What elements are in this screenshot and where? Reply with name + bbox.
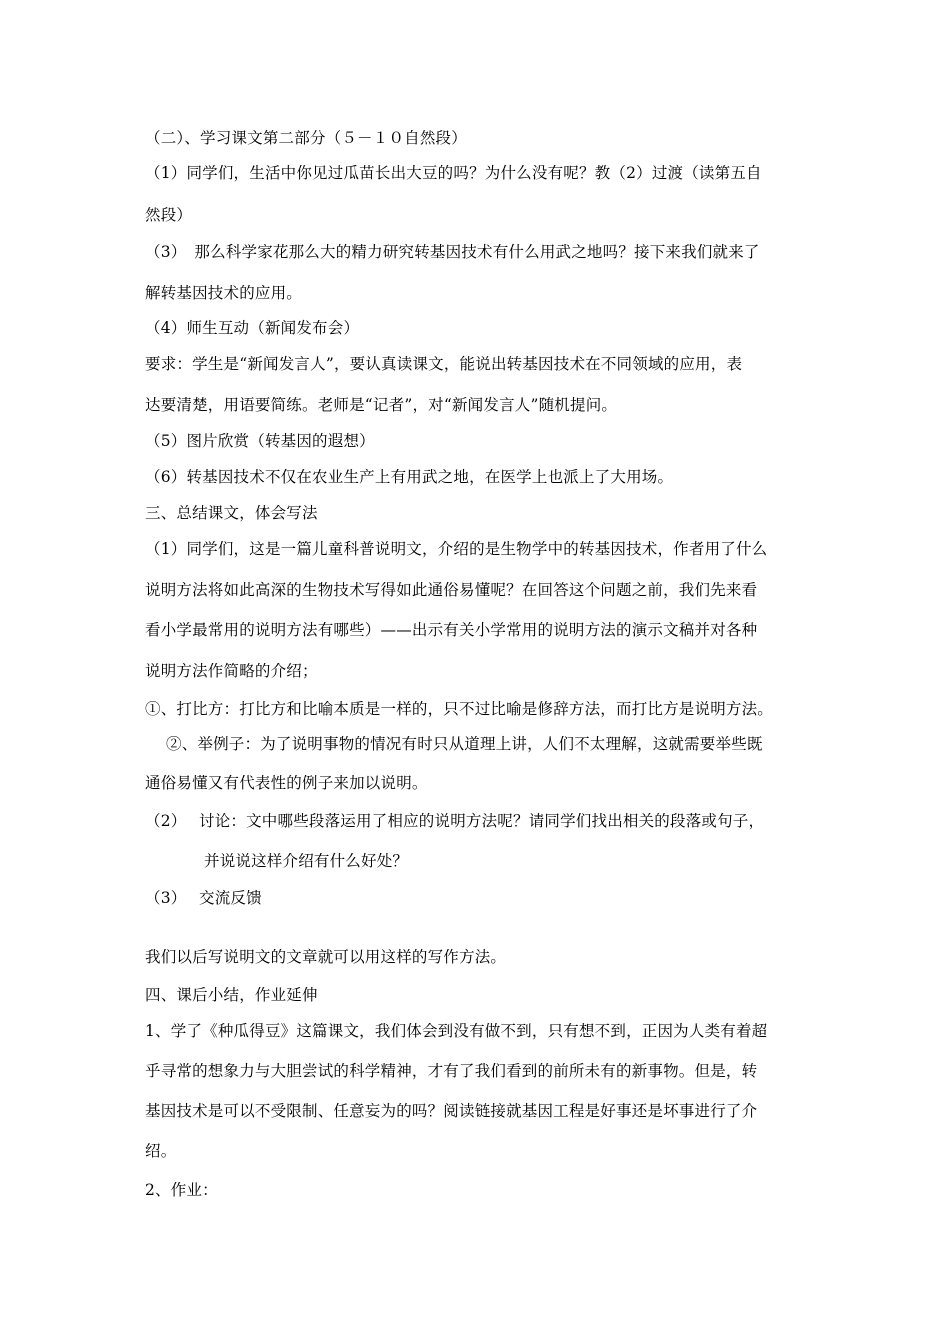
section-heading: 四、课后小结，作业延伸 [145, 986, 318, 1004]
paragraph-line: （6）转基因技术不仅在农业生产上有用武之地，在医学上也派上了大用场。 [145, 468, 674, 486]
paragraph-line: 2、作业： [145, 1181, 218, 1199]
list-number: （2） [145, 812, 187, 830]
paragraph-line: 解转基因技术的应用。 [145, 284, 303, 302]
paragraph-line: 通俗易懂又有代表性的例子来加以说明。 [145, 774, 428, 792]
list-item-text: 讨论：文中哪些段落运用了相应的说明方法呢？请同学们找出相关的段落或句子， [199, 812, 765, 830]
paragraph-line: 要求：学生是“新闻发言人”，要认真读课文，能说出转基因技术在不同领域的应用，表 [145, 355, 743, 373]
list-item-text: 交流反馈 [199, 889, 262, 907]
paragraph-line: 绍。 [145, 1142, 177, 1160]
paragraph-line: 1、学了《种瓜得豆》这篇课文，我们体会到没有做不到，只有想不到，正因为人类有着超 [145, 1022, 768, 1040]
list-item [145, 811, 764, 831]
paragraph-line: （1）同学们，这是一篇儿童科普说明文，介绍的是生物学中的转基因技术，作者用了什么 [145, 540, 768, 558]
paragraph-line: 说明方法将如此高深的生物技术写得如此通俗易懂呢？在回答这个问题之前，我们先来看 [145, 581, 758, 599]
paragraph-line: 基因技术是可以不受限制、任意妄为的吗？阅读链接就基因工程是好事还是坏事进行了介 [145, 1102, 758, 1120]
paragraph-line: （1）同学们，生活中你见过瓜苗长出大豆的吗？为什么没有呢？教（2）过渡（读第五自 [145, 164, 762, 182]
paragraph-line: （3） 那么科学家花那么大的精力研究转基因技术有什么用武之地吗？接下来我们就来了 [145, 243, 760, 261]
paragraph-line: ①、打比方：打比方和比喻本质是一样的，只不过比喻是修辞方法，而打比方是说明方法。 [145, 700, 774, 718]
list-number: （3） [145, 889, 187, 907]
paragraph-line: 然段） [145, 206, 193, 224]
paragraph-line: 我们以后写说明文的文章就可以用这样的写作方法。 [145, 948, 507, 966]
section-heading: 三、总结课文，体会写法 [145, 504, 318, 522]
paragraph-line: 说明方法作简略的介绍； [145, 662, 318, 680]
paragraph-line: 看小学最常用的说明方法有哪些）——出示有关小学常用的说明方法的演示文稿并对各种 [145, 621, 758, 639]
paragraph-line: （4）师生互动（新闻发布会） [145, 319, 360, 337]
list-item [145, 888, 262, 908]
paragraph-line: 并说说这样介绍有什么好处？ [204, 852, 409, 870]
paragraph-line: 达要清楚，用语要简练。老师是“记者”，对“新闻发言人”随机提问。 [145, 396, 618, 414]
paragraph-line: （5）图片欣赏（转基因的遐想） [145, 432, 375, 450]
section-heading: （二）、学习课文第二部分（５－１０自然段） [145, 129, 467, 147]
paragraph-line: ②、举例子：为了说明事物的情况有时只从道理上讲，人们不太理解，这就需要举些既 [166, 735, 763, 753]
paragraph-line: 乎寻常的想象力与大胆尝试的科学精神，才有了我们看到的前所未有的新事物。但是，转 [145, 1062, 758, 1080]
